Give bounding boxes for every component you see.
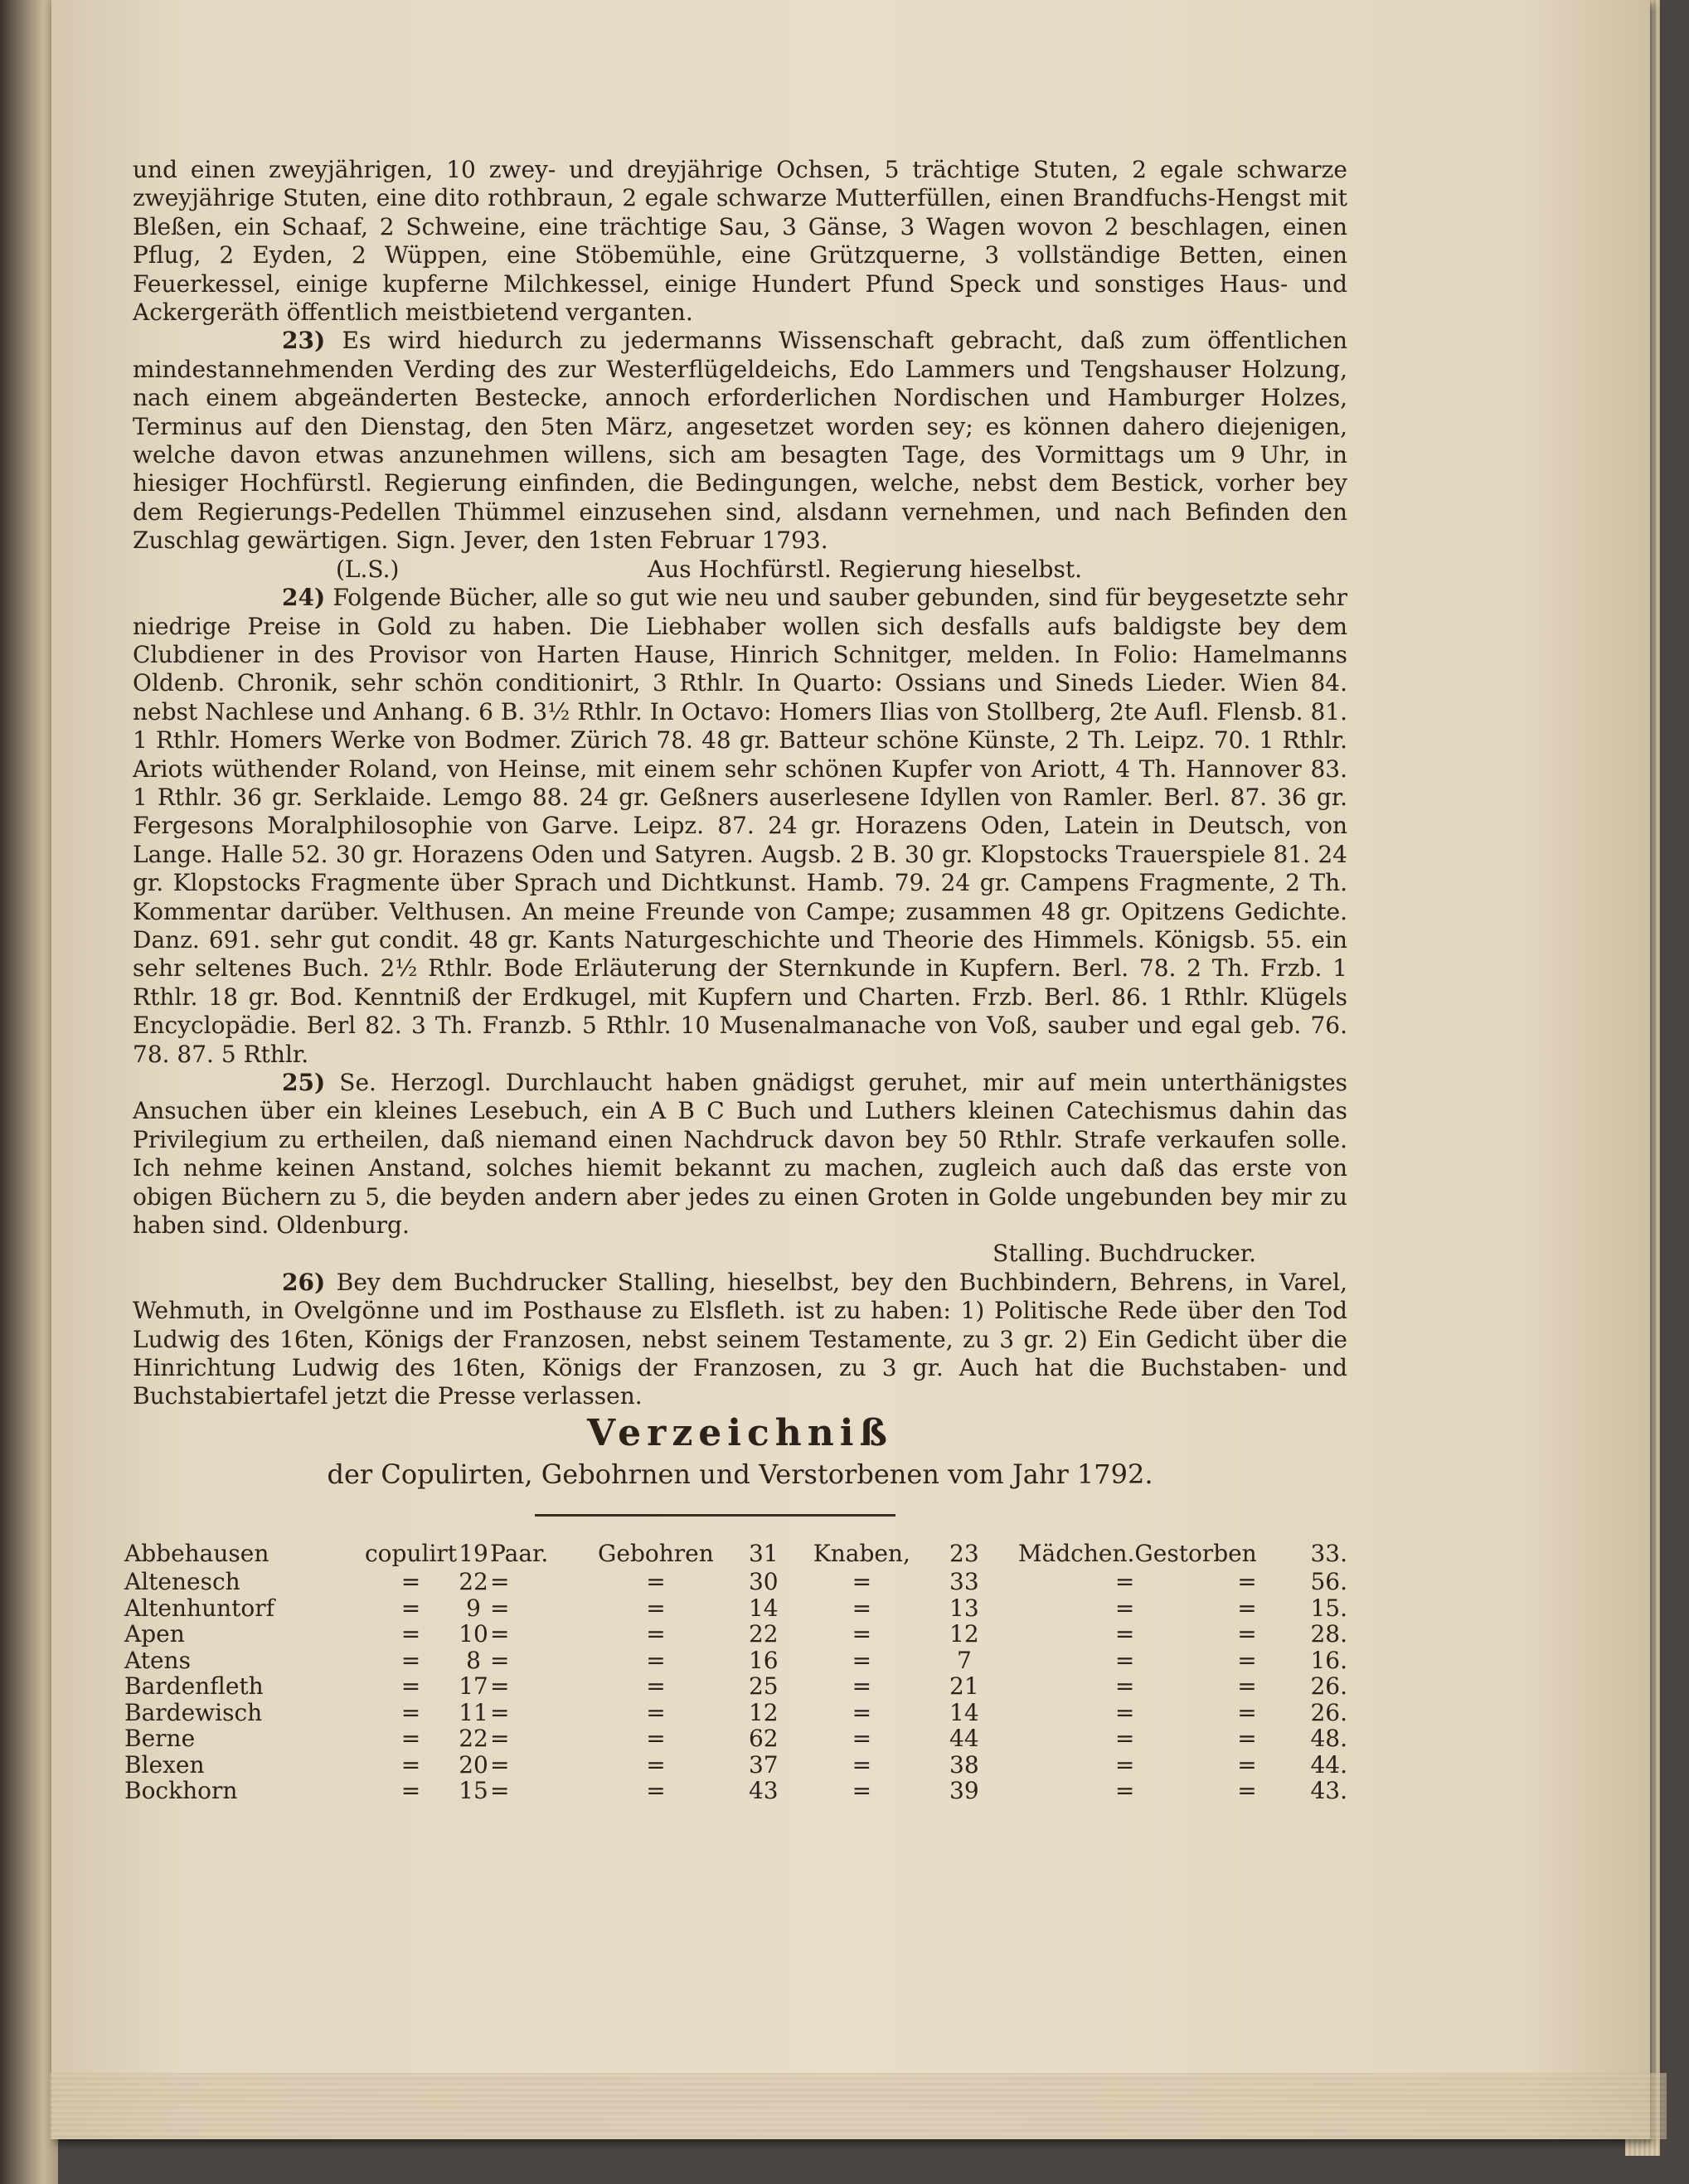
signature-line (133, 1240, 1347, 1268)
gestorben-count: 43. (1310, 1777, 1347, 1804)
knaben-count: 62 (748, 1725, 779, 1752)
gestorben-count: 33. (1310, 1540, 1347, 1567)
paragraph-text: Se. Herzogl. Durchlaucht haben gnädigst geruhet, mir auf mein unterthänigstes Ansuchen über ein kleines Lesebuch, ein A B C Buch und Luthers kleinen Catechismus dahin das Privilegium zu ertheilen, daß niemand einen Nachdruck davon bey 50 Rthlr. Strafe verkaufen solle. Ich nehme keinen Anstand, solches hiemit bekannt zu machen, zugleich auch daß das erste von obigen Büchern zu 5, die beyden andern aber jedes zu einen Groten in Golde ungebunden bey mir zu haben sind. Oldenburg. (133, 1069, 1348, 1240)
ditto-mark: = (400, 1777, 421, 1804)
ditto-mark: = (646, 1698, 666, 1726)
table-row (124, 1673, 1347, 1700)
table-row (124, 1569, 1347, 1595)
table-row (124, 1752, 1347, 1779)
ditto-mark: = (1237, 1594, 1257, 1622)
table-body (124, 1569, 1347, 1804)
maedchen-count: 38 (949, 1750, 979, 1779)
paragraph-number: 26) (282, 1268, 326, 1296)
ditto-mark: = (1237, 1698, 1257, 1726)
seal-signature-line (133, 556, 1347, 584)
ditto-mark: = (490, 1672, 510, 1700)
ditto-mark: = (490, 1777, 510, 1804)
paragraph-24 (133, 584, 1347, 1069)
ditto-mark: = (852, 1725, 872, 1752)
paragraph-22-continuation: und einen zweyjährigen, 10 zwey- und dreyjährige Ochsen, 5 trächtige Stuten, 2 egale schwarze zweyjährige Stuten, eine dito rothbraun, 2 egale schwarze Mutterfüllen, einen Brandfuchs-Hengst mit Bleßen, ein Schaaf, 2 Schweine, eine trächtige Sau, 3 Gänse, 3 Wagen wovon 2 beschlagen, einen Pflug, 2 Eyden, 2 Wüppen, eine Stöbemühle, eine Grützquerne, 3 vollständige Betten, einen Feuerkessel, einige kupferne Milchkessel, einige Hundert Pfund Speck und sonstiges Haus- und Ackergeräth öffentlich meistbietend verganten. (133, 156, 1347, 327)
parish-name: Abbehausen (124, 1540, 269, 1567)
heading-divider (535, 1514, 895, 1517)
ditto-mark: = (1237, 1672, 1257, 1700)
table-row (124, 1778, 1347, 1804)
ditto-mark: = (1114, 1777, 1135, 1804)
ditto-mark: = (400, 1594, 421, 1622)
ditto-mark: = (852, 1698, 872, 1726)
parish-name: Atens (124, 1646, 191, 1674)
copulirt-count: 10 (459, 1620, 488, 1648)
copulirt-count: 19 (459, 1540, 488, 1567)
paragraph-number: 23) (282, 327, 326, 355)
copulirt-count: 22 (459, 1725, 488, 1752)
ditto-mark: = (646, 1672, 666, 1700)
ditto-mark: = (1114, 1646, 1135, 1674)
register-subtitle: der Copulirten, Gebohrnen und Verstorbenen vom Jahr 1792. (327, 1458, 1153, 1490)
register-title: Verzeichniß (587, 1412, 893, 1454)
maedchen-count: 14 (949, 1698, 979, 1726)
seal-mark: (L.S.) (336, 555, 400, 583)
paragraph-text: Es wird hiedurch zu jedermanns Wissenschaft gebracht, daß zum öffentlichen mindestannehmenden Verding des zur Westerflügeldeichs, Edo Lammers und Tengshauser Holzung, nach einem abgeänderten Bestecke, annoch erforderlichen Nordischen und Hamburger Holzes, Terminus auf den Dienstag, den 5ten März, angesetzet worden sey; es können dahero diejenigen, welche davon etwas anzunehmen willens, sich am besagten Tage, des Vormittags um 9 Uhr, in hiesiger Hochfürstl. Regierung einfinden, die Bedingungen, welche, nebst dem Bestick, vorher bey dem Regierungs-Pedellen Thümmel einzusehen sind, alsdann vernehmen, und nach Befinden den Zuschlag gewärtigen. Sign. Jever, den 1sten Februar 1793. (133, 327, 1348, 555)
ditto-mark: = (490, 1568, 510, 1595)
paragraph-text: Folgende Bücher, alle so gut wie neu und sauber gebunden, sind für beygesetzte sehr niedrige Preise in Gold zu haben. Die Liebhaber wollen sich desfalls aufs baldigste bey dem Clubdiener in des Provisor von Harten Hause, Hinrich Schnitger, melden. In Folio: Hamelmanns Oldenb. Chronik, sehr schön conditionirt, 3 Rthlr. In Quarto: Ossians und Sineds Lieder. Wien 84. nebst Nachlese und Anhang. 6 B. 3½ Rthlr. In Octavo: Homers Ilias von Stollberg, 2te Aufl. Flensb. 81. 1 Rthlr. Homers Werke von Bodmer. Zürich 78. 48 gr. Batteur schöne Künste, 2 Th. Leipz. 70. 1 Rthlr. Ariots wüthender Roland, von Heinse, mit einem sehr schönen Kupfer von Ariott, 4 Th. Hannover 83. 1 Rthlr. 36 gr. Serklaide. Lemgo 88. 24 gr. Geßners auserlesene Idyllen von Ramler. Berl. 87. 36 gr. Fergesons Moralphilosophie von Garve. Leipz. 87. 24 gr. Horazens Oden, Latein in Deutsch, von Lange. Halle 52. 30 gr. Horazens Oden und Satyren. Augsb. 2 B. 30 gr. Klopstocks Trauerspiele 81. 24 gr. Klopstocks Fragmente über Sprach und Dichtkunst. Hamb. 79. 24 gr. Campens Fragmente, 2 Th. Kommentar darüber. Velthusen. An meine Freunde von Campe; zusammen 48 gr. Opitzens Gedichte. Danz. 691. sehr gut condit. 48 gr. Kants Naturgeschichte und Theorie des Himmels. Königsb. 55. ein sehr seltenes Buch. 2½ Rthlr. Bode Erläuterung der Sternkunde in Kupfern. Berl. 78. 2 Th. Frzb. 1 Rthlr. 18 gr. Bod. Kenntniß der Erdkugel, mit Kupfern und Charten. Frzb. Berl. 86. 1 Rthlr. Klügels Encyclopädie. Berl 82. 3 Th. Franzb. 5 Rthlr. 10 Musenalmanache von Voß, sauber und egal geb. 76. 78. 87. 5 Rthlr. (133, 584, 1347, 1068)
ditto-mark: = (1114, 1750, 1135, 1779)
knaben-count: 22 (748, 1620, 779, 1648)
ditto-mark: = (646, 1777, 666, 1804)
knaben-count: 37 (748, 1750, 779, 1779)
copulirt-count: 8 (466, 1646, 481, 1674)
gestorben-count: 15. (1310, 1594, 1347, 1622)
copulirt-label: copulirt (365, 1540, 458, 1567)
ditto-mark: = (400, 1750, 421, 1779)
maedchen-count: 12 (949, 1620, 979, 1648)
maedchen-count: 33 (949, 1568, 979, 1595)
table-row (124, 1700, 1347, 1726)
left-page-edge (0, 0, 58, 2184)
knaben-count: 31 (748, 1540, 779, 1567)
ditto-mark: = (1237, 1568, 1257, 1595)
ditto-mark: = (490, 1594, 510, 1622)
page-bottom-edge (50, 2073, 1667, 2139)
table-header-row (124, 1539, 1347, 1569)
copulirt-count: 22 (459, 1568, 488, 1595)
ditto-mark: = (1237, 1777, 1257, 1804)
ditto-mark: = (852, 1594, 872, 1622)
ditto-mark: = (1114, 1725, 1135, 1752)
ditto-mark: = (490, 1698, 510, 1726)
parish-name: Bardenfleth (124, 1672, 264, 1700)
paragraph-text: Bey dem Buchdrucker Stalling, hieselbst, bey den Buchbindern, Behrens, in Varel, Wehmuth, in Ovelgönne und im Posthause zu Elsfleth. ist zu haben: 1) Politische Rede über den Tod Ludwig des 16ten, Königs der Franzosen, nebst seinem Testamente, zu 3 gr. 2) Ein Gedicht über die Hinrichtung Ludwig des 16ten, Königs der Franzosen, zu 3 gr. Auch hat die Buchstaben- und Buchstabiertafel jetzt die Presse verlassen. (133, 1268, 1348, 1410)
ditto-mark: = (646, 1620, 666, 1648)
maedchen-count: 13 (949, 1594, 979, 1622)
ditto-mark: = (852, 1777, 872, 1804)
table-row (124, 1725, 1347, 1752)
knaben-count: 25 (748, 1672, 779, 1700)
ditto-mark: = (852, 1568, 872, 1595)
paragraph-23 (133, 327, 1347, 555)
parish-register-table (124, 1539, 1347, 1804)
ditto-mark: = (1237, 1620, 1257, 1648)
parish-name: Altenesch (124, 1568, 240, 1595)
knaben-count: 16 (748, 1646, 779, 1674)
ditto-mark: = (646, 1750, 666, 1779)
maedchen-count: 44 (949, 1725, 979, 1752)
knaben-count: 30 (748, 1568, 779, 1595)
ditto-mark: = (646, 1568, 666, 1595)
ditto-mark: = (1114, 1594, 1135, 1622)
table-row (124, 1648, 1347, 1674)
ditto-mark: = (646, 1646, 666, 1674)
parish-name: Altenhuntorf (124, 1594, 274, 1622)
parish-name: Bockhorn (124, 1777, 238, 1804)
ditto-mark: = (1114, 1672, 1135, 1700)
copulirt-count: 20 (459, 1750, 488, 1779)
ditto-mark: = (646, 1594, 666, 1622)
gestorben-count: 44. (1310, 1750, 1347, 1779)
parish-name: Berne (124, 1725, 196, 1752)
gestorben-count: 16. (1310, 1646, 1347, 1674)
ditto-mark: = (852, 1646, 872, 1674)
gestorben-label: Gestorben (1134, 1540, 1257, 1567)
maedchen-count: 7 (956, 1646, 972, 1674)
table-row (124, 1621, 1347, 1648)
table-row (124, 1595, 1347, 1622)
copulirt-count: 11 (459, 1698, 488, 1726)
knaben-count: 14 (748, 1594, 779, 1622)
knaben-label: Knaben, (813, 1540, 910, 1567)
knaben-count: 12 (748, 1698, 779, 1726)
ditto-mark: = (490, 1750, 510, 1779)
ditto-mark: = (400, 1672, 421, 1700)
ditto-mark: = (400, 1568, 421, 1595)
ditto-mark: = (490, 1646, 510, 1674)
gestorben-count: 48. (1310, 1725, 1347, 1752)
gebohren-label: Gebohren (598, 1540, 714, 1567)
maedchen-count: 21 (949, 1672, 979, 1700)
maedchen-count: 23 (949, 1540, 979, 1567)
parish-name: Blexen (124, 1750, 205, 1779)
paragraph-26 (133, 1269, 1347, 1411)
ditto-mark: = (400, 1698, 421, 1726)
signature: Aus Hochfürstl. Regierung hieselbst. (648, 555, 1082, 583)
gestorben-count: 26. (1310, 1672, 1347, 1700)
ditto-mark: = (490, 1620, 510, 1648)
register-heading (133, 1411, 1347, 1492)
body-text (133, 156, 1347, 1411)
ditto-mark: = (490, 1725, 510, 1752)
copulirt-count: 17 (459, 1672, 488, 1700)
ditto-mark: = (1237, 1646, 1257, 1674)
paragraph-number: 24) (282, 584, 326, 612)
gestorben-count: 56. (1310, 1568, 1347, 1595)
ditto-mark: = (400, 1646, 421, 1674)
ditto-mark: = (400, 1620, 421, 1648)
paragraph-25 (133, 1069, 1347, 1240)
parish-name: Apen (124, 1620, 185, 1648)
ditto-mark: = (852, 1672, 872, 1700)
signature: Stalling. Buchdrucker. (993, 1240, 1256, 1268)
gestorben-count: 28. (1310, 1620, 1347, 1648)
maedchen-count: 39 (949, 1777, 979, 1804)
copulirt-count: 15 (459, 1777, 488, 1804)
ditto-mark: = (1237, 1750, 1257, 1779)
ditto-mark: = (646, 1725, 666, 1752)
ditto-mark: = (852, 1620, 872, 1648)
ditto-mark: = (400, 1725, 421, 1752)
gestorben-count: 26. (1310, 1698, 1347, 1726)
paar-label: Paar. (490, 1540, 549, 1567)
maedchen-label: Mädchen. (1017, 1540, 1135, 1567)
knaben-count: 43 (748, 1777, 779, 1804)
ditto-mark: = (1114, 1620, 1135, 1648)
ditto-mark: = (852, 1750, 872, 1779)
ditto-mark: = (1237, 1725, 1257, 1752)
copulirt-count: 9 (466, 1594, 481, 1622)
ditto-mark: = (1114, 1698, 1135, 1726)
paragraph-number: 25) (282, 1069, 326, 1096)
ditto-mark: = (1114, 1568, 1135, 1595)
parish-name: Bardewisch (124, 1698, 263, 1726)
